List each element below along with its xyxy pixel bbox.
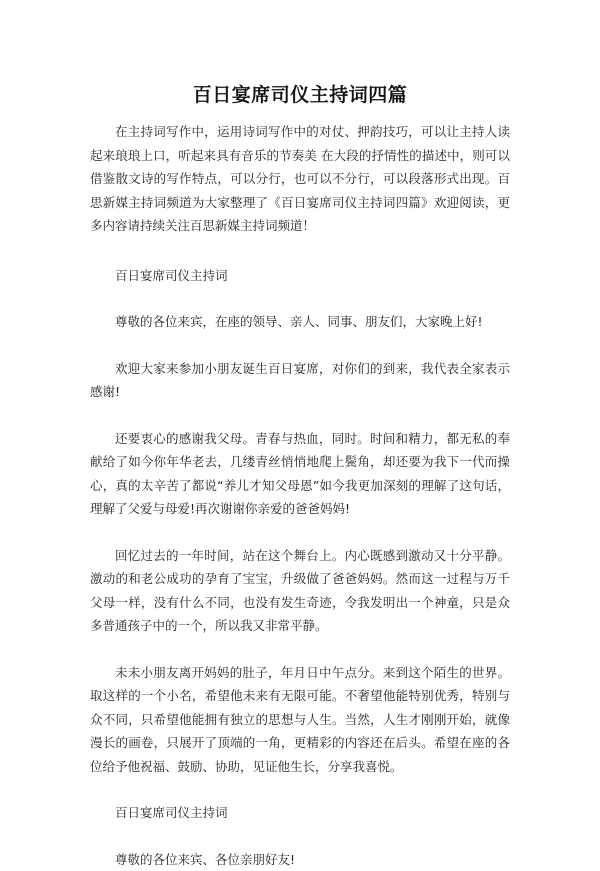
document-body	[90, 120, 510, 871]
intro-paragraph: 在主持词写作中，运用诗词写作中的对仗、押韵技巧，可以让主持人读起来琅琅上口，听起来具有音乐的节奏美 在大段的抒情性的描述中，则可以借鉴散文诗的写作特点，可以分行，也可以不分行，可以段落形式出现。百思新媒主持词频道为大家整理了《百日宴席司仪主持词四篇》欢迎阅读，更多内容请持续关注百思新媒主持词频道！	[90, 120, 510, 238]
section-heading-1: 百日宴席司仪主持词	[90, 264, 510, 288]
memory-paragraph: 回忆过去的一年时间，站在这个舞台上。内心既感到激动又十分平静。激动的和老公成功的孕育了宝宝，升级做了爸爸妈妈。然而这一过程与万千父母一样，没有什么不同，也没有发生奇迹，令我发明出一个神童，只是众多普通孩子中的一个，所以我又非常平静。	[90, 544, 510, 638]
greeting-paragraph-1: 尊敬的各位来宾，在座的领导、亲人、同事、朋友们，大家晚上好!	[90, 310, 510, 334]
section-heading-2: 百日宴席司仪主持词	[90, 801, 510, 825]
thanks-parents-paragraph: 还要衷心的感谢我父母。青春与热血，同时。时间和精力，都无私的奉献给了如今你年华老去，几缕青丝悄悄地爬上鬓角，却还要为我下一代而操心，真的太辛苦了都说“养儿才知父母恩”如今我更加深刻的理解了这句话，理解了父爱与母爱!再次谢谢你亲爱的爸爸妈妈!	[90, 427, 510, 521]
welcome-paragraph: 欢迎大家来参加小朋友诞生百日宴席，对你们的到来，我代表全家表示感谢!	[90, 357, 510, 404]
document-title: 百日宴席司仪主持词四篇	[90, 0, 510, 108]
greeting-paragraph-2: 尊敬的各位来宾、各位亲朋好友!	[90, 848, 510, 871]
birth-paragraph: 未未小朋友离开妈妈的肚子，年月日中午点分。来到这个陌生的世界。取这样的一个小名，希望他未来有无限可能。不奢望他能特别优秀，特别与众不同，只希望他能拥有独立的思想与人生。当然，人生才刚刚开始，就像漫长的画卷，只展开了顶端的一角，更精彩的内容还在后头。希望在座的各位给予他祝福、鼓励、协助，见证他生长，分享我喜悦。	[90, 661, 510, 779]
